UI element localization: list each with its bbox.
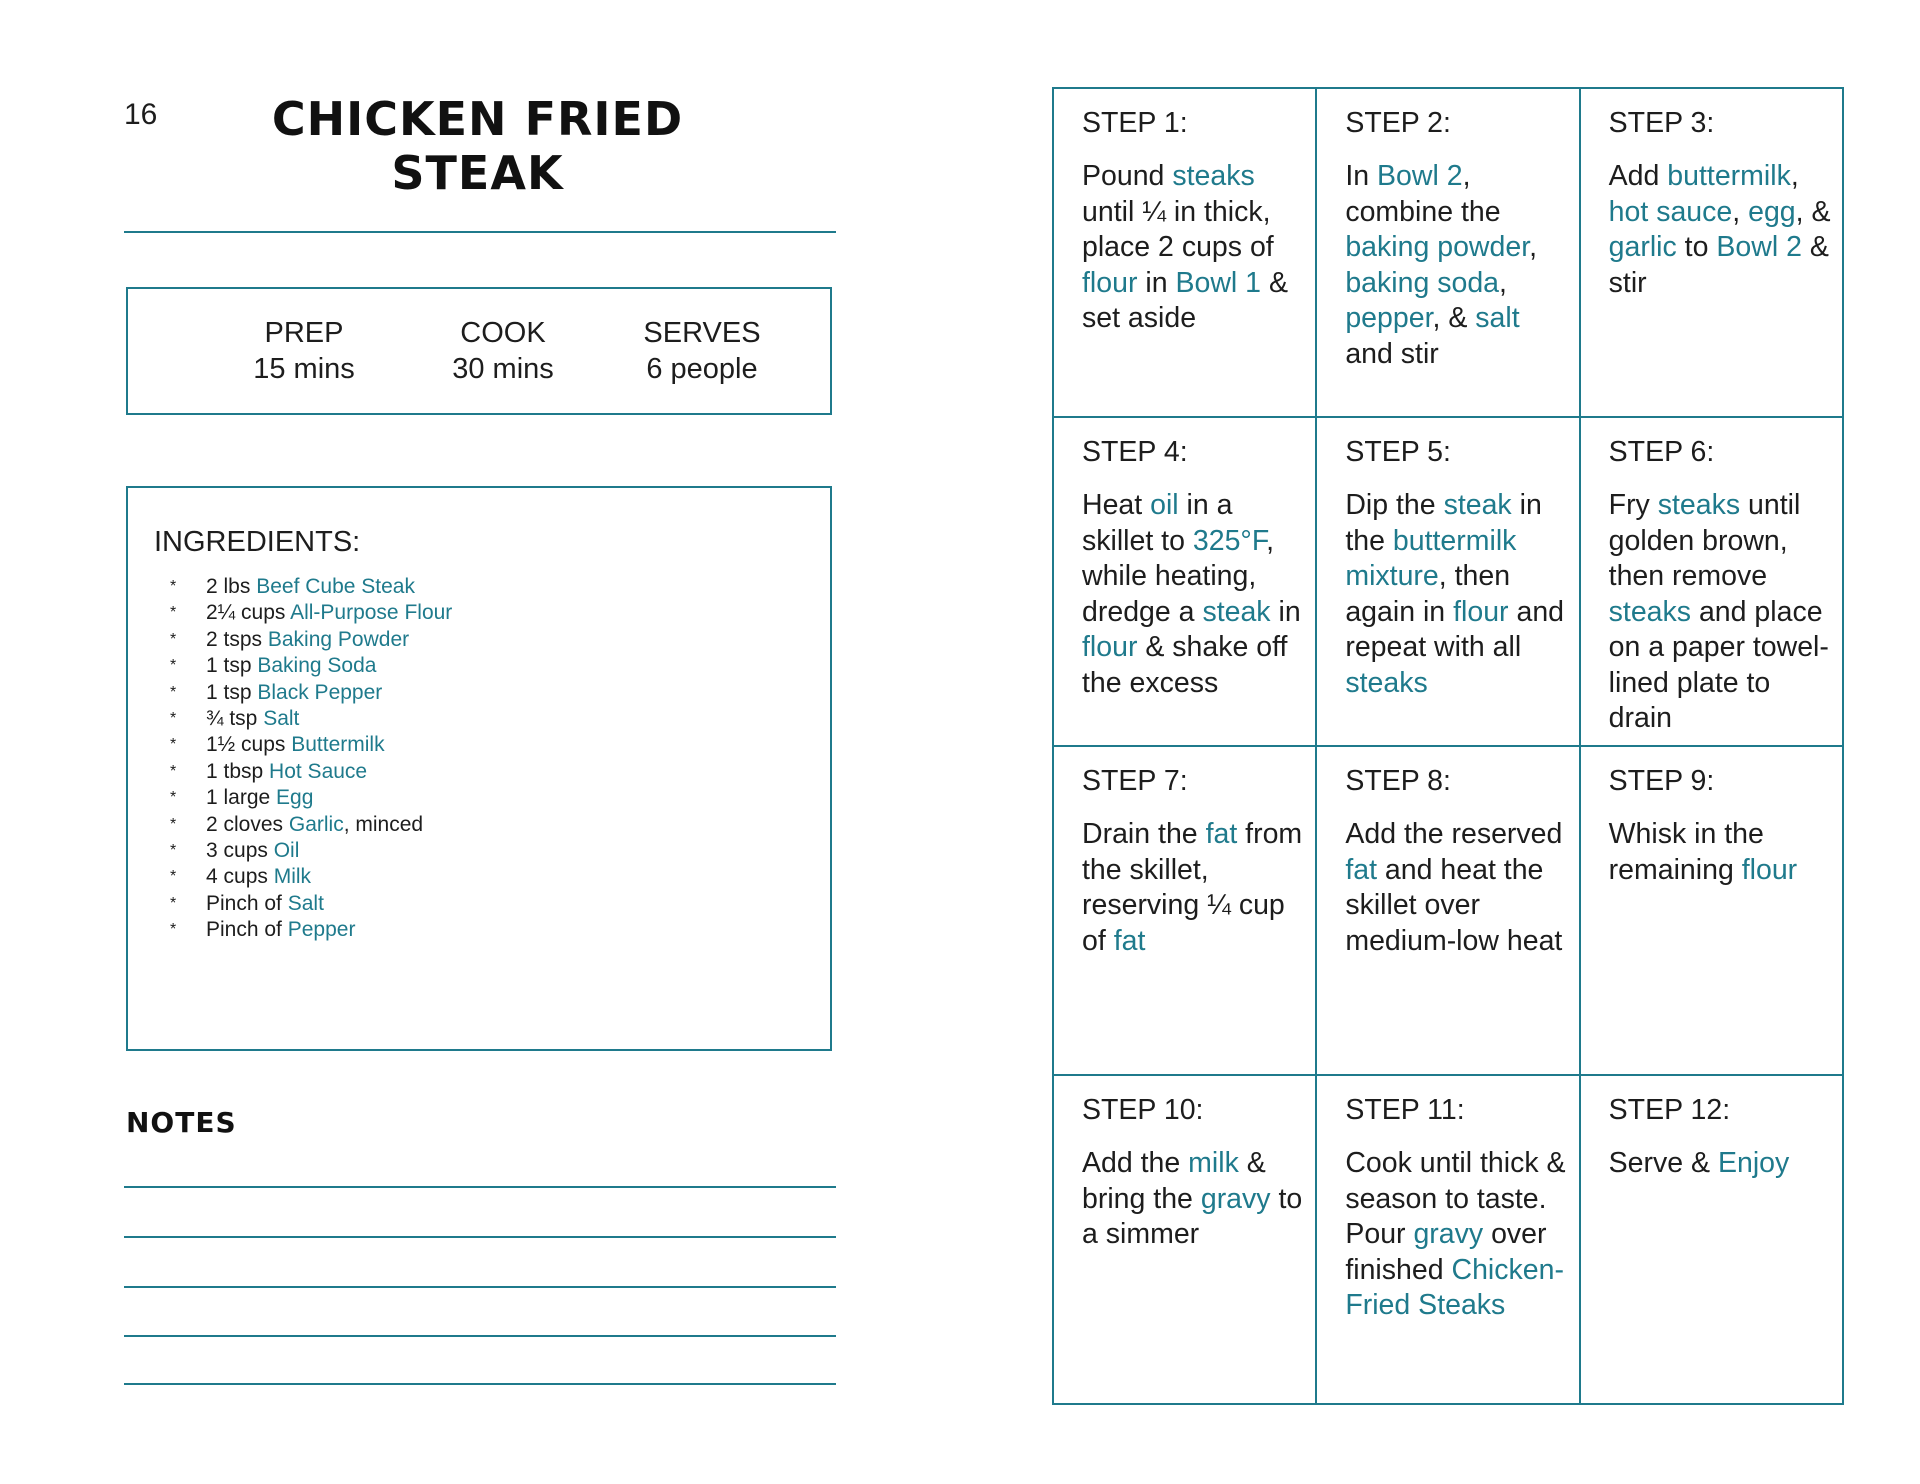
ingredient-name: Salt: [263, 707, 300, 731]
ingredient-quantity: Pinch of: [206, 918, 288, 942]
step-text-segment: In: [1345, 160, 1378, 192]
highlighted-ingredient: buttermilk mixture: [1345, 524, 1517, 592]
recipe-title-line-2: STEAK: [391, 146, 564, 200]
step-cell: [1581, 1076, 1844, 1405]
ingredient-item: [170, 785, 452, 811]
step-text-segment: and repeat with all: [1345, 595, 1565, 663]
step-label: STEP 3:: [1608, 107, 1715, 139]
step-label: STEP 4:: [1082, 436, 1188, 468]
serves-value: 6 people: [646, 353, 758, 385]
step-text-segment: and heat the skillet over medium-low heat: [1345, 853, 1563, 957]
highlighted-ingredient: salt: [1475, 302, 1520, 334]
ingredient-name: All-Purpose Flour: [290, 601, 453, 625]
bullet-star: *: [170, 789, 177, 807]
step-text-segment: , &: [1432, 302, 1476, 334]
highlighted-ingredient: flour: [1082, 266, 1138, 299]
step-text-segment: Serve &: [1608, 1147, 1718, 1179]
step-cell: [1317, 1076, 1580, 1405]
ingredient-quantity: 2 tsps: [206, 627, 268, 651]
step-cell: [1581, 418, 1844, 747]
ingredient-item: [170, 732, 452, 758]
step-text: [1609, 159, 1832, 301]
step-text-segment: & set aside: [1082, 266, 1288, 334]
step-cell: [1054, 89, 1317, 418]
recipe-title-line-1: CHICKEN FRIED: [271, 92, 684, 146]
ingredient-quantity: 1 tsp: [206, 654, 258, 678]
ingredient-item: [170, 812, 452, 838]
step-text-segment: ,: [1790, 160, 1799, 192]
step-text-segment: Drain the: [1082, 818, 1206, 850]
highlighted-ingredient: gravy: [1413, 1218, 1484, 1250]
steps-grid: [1052, 87, 1844, 1405]
step-text: [1609, 1146, 1832, 1182]
step-cell: [1581, 747, 1844, 1076]
step-label: STEP 12:: [1608, 1094, 1731, 1126]
cook-time: [403, 315, 603, 387]
ingredient-quantity: 2 cloves: [206, 812, 289, 836]
cook-value: 30 mins: [452, 353, 554, 385]
step-cell: [1317, 418, 1580, 747]
step-label: STEP 8:: [1345, 765, 1451, 797]
ingredient-quantity: ¾ tsp: [206, 707, 264, 731]
ingredient-quantity: Pinch of: [206, 891, 288, 915]
bullet-star: *: [170, 868, 177, 886]
highlighted-ingredient: steaks: [1657, 489, 1741, 521]
step-label: STEP 1:: [1082, 107, 1188, 139]
bullet-star: *: [170, 578, 177, 595]
ingredient-quantity: 4 cups: [206, 865, 274, 889]
highlighted-ingredient: baking powder: [1345, 231, 1530, 263]
step-text-segment: & shake off the excess: [1082, 631, 1288, 699]
bullet-star: *: [170, 630, 177, 648]
highlighted-ingredient: fat: [1113, 924, 1146, 957]
ingredient-quantity: 1 large: [206, 786, 277, 810]
step-label: STEP 5:: [1345, 436, 1451, 468]
bullet-star: *: [170, 815, 177, 833]
bullet-star: *: [170, 921, 177, 939]
ingredient-quantity: 2 lbs: [206, 575, 257, 598]
ingredient-item: [170, 600, 452, 626]
ingredient-quantity: 2¼ cups: [206, 601, 291, 625]
step-text-segment: ,: [1732, 195, 1749, 228]
step-text-segment: to: [1676, 231, 1717, 263]
step-text: [1609, 488, 1832, 737]
highlighted-ingredient: flour: [1741, 853, 1798, 886]
ingredient-item: [170, 574, 452, 600]
step-text-segment: Cook until thick & season to taste. Pour: [1345, 1147, 1566, 1250]
highlighted-ingredient: hot sauce: [1608, 195, 1733, 228]
bullet-star: *: [170, 736, 177, 754]
step-text-segment: , while heating, dredge a: [1082, 524, 1274, 628]
step-text-segment: , &: [1795, 195, 1831, 228]
highlighted-ingredient: gravy: [1200, 1182, 1271, 1215]
highlighted-ingredient: pepper: [1345, 302, 1433, 334]
ingredient-name: Salt: [287, 891, 324, 915]
highlighted-ingredient: fat: [1345, 853, 1378, 886]
bullet-star: *: [170, 657, 177, 675]
step-text-segment: & stir: [1608, 231, 1829, 299]
ingredient-name: Black Pepper: [257, 680, 383, 704]
highlighted-ingredient: steaks: [1345, 666, 1428, 699]
step-text-segment: from the skillet, reserving ¼ cup of: [1082, 818, 1303, 957]
ingredient-name: Oil: [273, 839, 300, 863]
step-text: [1345, 1146, 1568, 1324]
step-cell: [1317, 89, 1580, 418]
ingredient-quantity: 1½ cups: [206, 733, 292, 757]
ingredient-item: [170, 838, 452, 864]
prep-label: PREP: [264, 317, 344, 349]
title-divider: [124, 231, 836, 233]
highlighted-ingredient: Chicken-Fried Steaks: [1345, 1253, 1564, 1321]
highlighted-ingredient: Bowl 2: [1377, 160, 1463, 192]
step-text-segment: over finished: [1345, 1218, 1547, 1286]
step-label: STEP 9:: [1608, 765, 1715, 797]
step-cell: [1317, 747, 1580, 1076]
ingredients-title: INGREDIENTS:: [154, 526, 361, 558]
ingredient-item: [170, 680, 452, 706]
step-label: STEP 6:: [1608, 436, 1715, 468]
highlighted-ingredient: milk: [1188, 1147, 1239, 1179]
bullet-star: *: [170, 683, 177, 701]
step-text-segment: in: [1137, 266, 1176, 299]
ingredient-name: Egg: [276, 786, 314, 810]
step-text-segment: Add the: [1082, 1147, 1189, 1179]
step-text: [1345, 817, 1568, 959]
servings: [602, 315, 802, 387]
highlighted-ingredient: steak: [1202, 595, 1271, 628]
recipe-title: [205, 92, 750, 200]
ingredient-item: [170, 653, 452, 679]
highlighted-ingredient: buttermilk: [1667, 160, 1791, 192]
note-line: [124, 1186, 836, 1188]
ingredient-item: [170, 891, 452, 917]
prep-value: 15 mins: [253, 353, 355, 385]
note-line: [124, 1383, 836, 1385]
ingredient-quantity: 1 tbsp: [206, 759, 270, 783]
ingredient-name: Beef Cube Steak: [256, 575, 415, 598]
ingredient-name: Baking Soda: [257, 654, 377, 678]
step-text-segment: Whisk in the remaining: [1608, 818, 1764, 886]
highlighted-ingredient: steaks: [1608, 595, 1692, 628]
highlighted-ingredient: garlic: [1608, 231, 1677, 263]
ingredient-list: [170, 574, 452, 944]
ingredient-name: Garlic: [288, 812, 344, 836]
prep-time: [204, 315, 404, 387]
ingredient-item: [170, 759, 452, 785]
bullet-star: *: [170, 604, 177, 622]
ingredient-name: Buttermilk: [291, 733, 385, 757]
step-label: STEP 10:: [1082, 1094, 1204, 1126]
recipe-info-box: [126, 287, 832, 415]
ingredients-box: [126, 486, 832, 1051]
highlighted-ingredient: steak: [1443, 489, 1512, 521]
step-label: STEP 7:: [1082, 765, 1188, 797]
ingredient-item: [170, 627, 452, 653]
step-text-segment: & bring the: [1082, 1147, 1266, 1215]
highlighted-ingredient: 325°F: [1192, 524, 1267, 557]
notes-title: NOTES: [126, 1106, 237, 1139]
step-text-segment: , combine the: [1345, 160, 1501, 228]
step-cell: [1054, 747, 1317, 1076]
bullet-star: *: [170, 762, 177, 780]
step-text-segment: Add the reserved: [1345, 818, 1563, 850]
step-text-segment: Fry: [1608, 489, 1658, 521]
step-text-segment: ,: [1529, 231, 1538, 263]
step-label: STEP 11:: [1345, 1094, 1465, 1126]
step-text-segment: Add: [1608, 160, 1668, 192]
highlighted-ingredient: steaks: [1172, 160, 1255, 192]
step-label: STEP 2:: [1345, 107, 1451, 139]
page-number: 16: [124, 98, 158, 131]
step-text-segment: Pound: [1082, 160, 1173, 192]
highlighted-ingredient: oil: [1150, 489, 1179, 521]
step-text: [1345, 159, 1568, 372]
bullet-star: *: [170, 710, 177, 728]
highlighted-ingredient: baking soda: [1345, 266, 1500, 299]
step-text-segment: in the: [1345, 489, 1542, 557]
step-text: [1082, 1146, 1305, 1253]
step-text-segment: until golden brown, then remove: [1608, 489, 1801, 592]
ingredient-note: , minced: [343, 812, 424, 836]
step-text-segment: Dip the: [1345, 489, 1444, 521]
ingredient-item: [170, 864, 452, 890]
step-text-segment: Heat: [1082, 489, 1151, 521]
ingredient-item: [170, 706, 452, 732]
cook-label: COOK: [460, 317, 546, 349]
ingredient-name: Baking Powder: [267, 627, 410, 651]
highlighted-ingredient: Enjoy: [1717, 1147, 1790, 1179]
step-text-segment: and place on a paper towel-lined plate to drain: [1608, 595, 1829, 734]
note-line: [124, 1335, 836, 1337]
ingredient-name: Hot Sauce: [269, 759, 368, 783]
step-cell: [1054, 1076, 1317, 1405]
ingredient-quantity: 3 cups: [206, 839, 274, 863]
step-text: [1345, 488, 1568, 701]
serves-label: SERVES: [643, 317, 761, 349]
step-text: [1082, 488, 1305, 701]
highlighted-ingredient: egg: [1748, 195, 1796, 228]
step-text-segment: until ¼ in thick, place 2 cups of: [1082, 195, 1274, 263]
step-text-segment: ,: [1499, 266, 1507, 299]
ingredient-item: [170, 917, 452, 943]
highlighted-ingredient: Bowl 2: [1716, 231, 1802, 263]
bullet-star: *: [170, 842, 177, 860]
highlighted-ingredient: flour: [1453, 595, 1509, 628]
step-text-segment: to a simmer: [1082, 1182, 1303, 1250]
bullet-star: *: [170, 894, 177, 912]
note-line: [124, 1236, 836, 1238]
step-text-segment: in: [1270, 595, 1301, 628]
step-text: [1082, 159, 1305, 337]
ingredient-name: Pepper: [287, 918, 356, 942]
ingredient-name: Milk: [273, 865, 312, 889]
step-text-segment: in a skillet to: [1082, 489, 1233, 557]
step-cell: [1581, 89, 1844, 418]
highlighted-ingredient: Bowl 1: [1175, 266, 1262, 299]
step-text: [1082, 817, 1305, 959]
note-line: [124, 1286, 836, 1288]
step-text-segment: , then again in: [1345, 560, 1511, 628]
highlighted-ingredient: fat: [1205, 818, 1238, 850]
step-cell: [1054, 418, 1317, 747]
highlighted-ingredient: flour: [1082, 631, 1138, 663]
step-text-segment: and stir: [1345, 337, 1439, 370]
ingredient-quantity: 1 tsp: [206, 680, 258, 704]
step-text: [1609, 817, 1832, 888]
